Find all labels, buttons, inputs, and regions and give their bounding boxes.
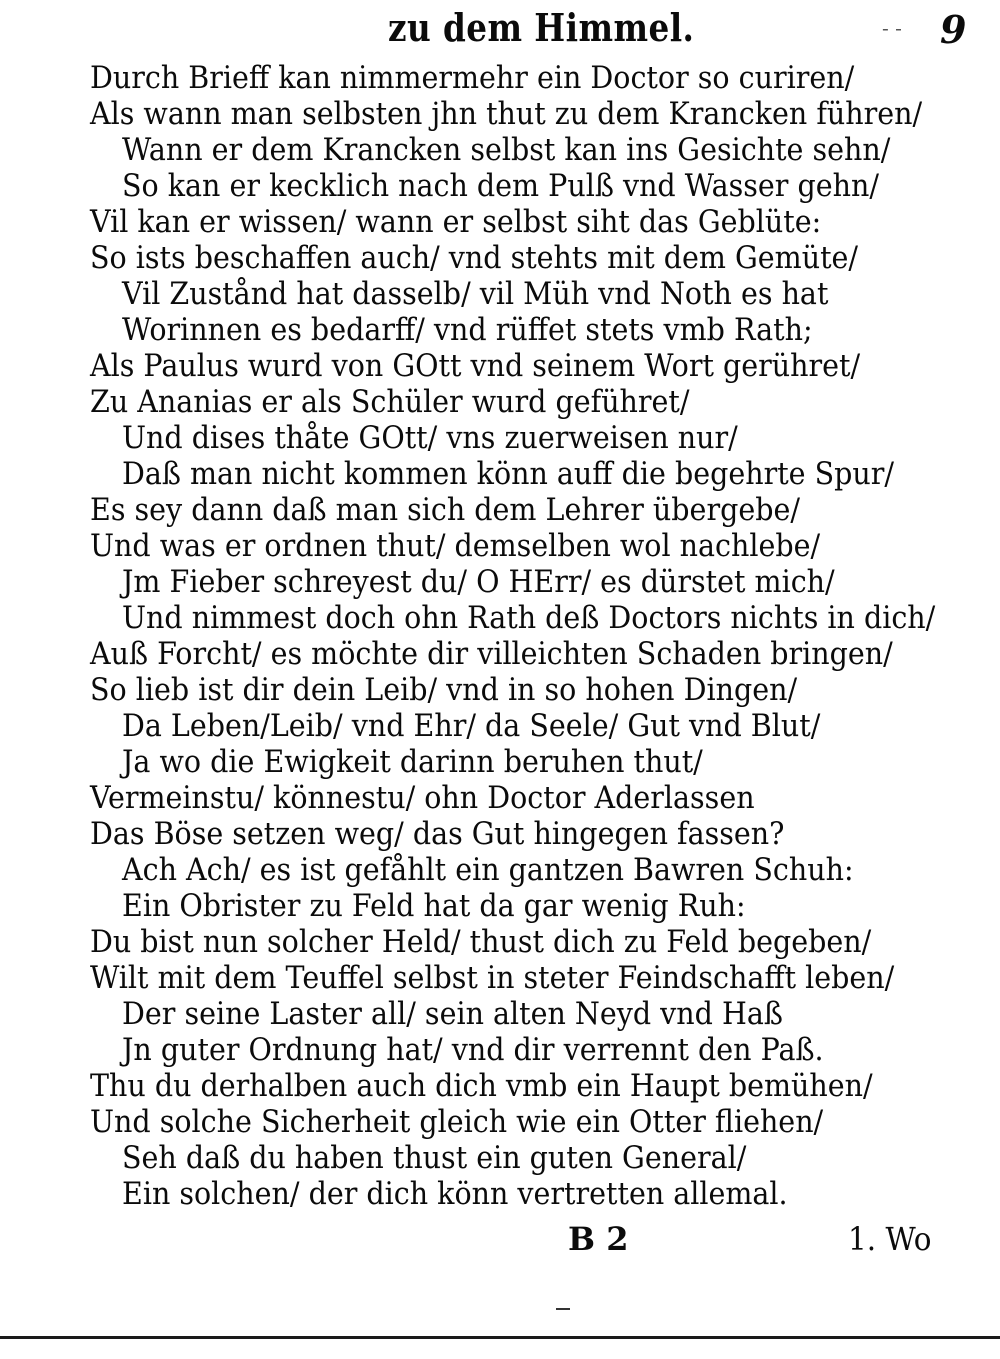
verse-line: Das Böse setzen weg/ das Gut hingegen fassen?	[90, 816, 785, 852]
verse-line: Vil Zustånd hat dasselb/ vil Müh vnd Noth es hat	[122, 276, 829, 312]
verse-line: Wilt mit dem Teuffel selbst in steter Feindschafft leben/	[90, 960, 895, 996]
verse-line: Durch Brieff kan nimmermehr ein Doctor so curiren/	[90, 60, 855, 96]
verse-line: Und was er ordnen thut/ demselben wol nachlebe/	[90, 528, 821, 564]
verse-line: Jm Fieber schreyest du/ O HErr/ es dürstet mich/	[122, 564, 835, 600]
running-title: zu dem Himmel.	[388, 5, 695, 50]
verse-line: Der seine Laster all/ sein alten Neyd vnd Haß	[122, 996, 783, 1032]
verse-line: Daß man nicht kommen könn auff die begehrte Spur/	[122, 456, 895, 492]
running-head	[0, 2, 1000, 54]
printer-mark: - -	[882, 16, 902, 40]
verse-line: Worinnen es bedarff/ vnd rüffet stets vmb Rath;	[122, 312, 813, 348]
verse-line: Auß Forcht/ es möchte dir villeichten Schaden bringen/	[90, 636, 893, 672]
verse-line: Und dises thåte GOtt/ vns zuerweisen nur/	[122, 420, 738, 456]
catchword: 1. Wo	[848, 1220, 932, 1258]
verse-line: Ach Ach/ es ist gefåhlt ein gantzen Bawren Schuh:	[122, 852, 854, 888]
verse-line: So lieb ist dir dein Leib/ vnd in so hohen Dingen/	[90, 672, 798, 708]
page-footer	[0, 1220, 1000, 1260]
verse-line: Du bist nun solcher Held/ thust dich zu Feld begeben/	[90, 924, 872, 960]
printer-dash	[556, 1308, 570, 1310]
verse-line: Wann er dem Krancken selbst kan ins Gesichte sehn/	[122, 132, 891, 168]
page-number: 9	[940, 7, 967, 52]
verse-line: Als wann man selbsten jhn thut zu dem Krancken führen/	[90, 96, 923, 132]
verse-line: Es sey dann daß man sich dem Lehrer übergebe/	[90, 492, 800, 528]
verse-line: So ists beschaffen auch/ vnd stehts mit dem Gemüte/	[90, 240, 859, 276]
verse-line: Vermeinstu/ könnestu/ ohn Doctor Aderlassen	[90, 780, 755, 816]
verse-line: Da Leben/Leib/ vnd Ehr/ da Seele/ Gut vnd Blut/	[122, 708, 821, 744]
verse-line: Ein solchen/ der dich könn vertretten allemal.	[122, 1176, 788, 1212]
verse-line: Jn guter Ordnung hat/ vnd dir verrennt den Paß.	[122, 1032, 824, 1068]
verse-line: Ein Obrister zu Feld hat da gar wenig Ruh:	[122, 888, 746, 924]
verse-line: Vil kan er wissen/ wann er selbst siht das Geblüte:	[90, 204, 822, 240]
verse-line: Und nimmest doch ohn Rath deß Doctors nichts in dich/	[122, 600, 936, 636]
verse-line: Seh daß du haben thust ein guten General/	[122, 1140, 747, 1176]
signature-mark: B 2	[568, 1220, 629, 1258]
verse-line: Und solche Sicherheit gleich wie ein Otter fliehen/	[90, 1104, 824, 1140]
verse-line: Thu du derhalben auch dich vmb ein Haupt bemühen/	[90, 1068, 873, 1104]
verse-line: Ja wo die Ewigkeit darinn beruhen thut/	[122, 744, 703, 780]
verse-line: So kan er kecklich nach dem Pulß vnd Wasser gehn/	[122, 168, 879, 204]
scan-edge-rule	[0, 1336, 1000, 1339]
verse-line: Zu Ananias er als Schüler wurd geführet/	[90, 384, 690, 420]
verse-line: Als Paulus wurd von GOtt vnd seinem Wort gerühret/	[90, 348, 861, 384]
